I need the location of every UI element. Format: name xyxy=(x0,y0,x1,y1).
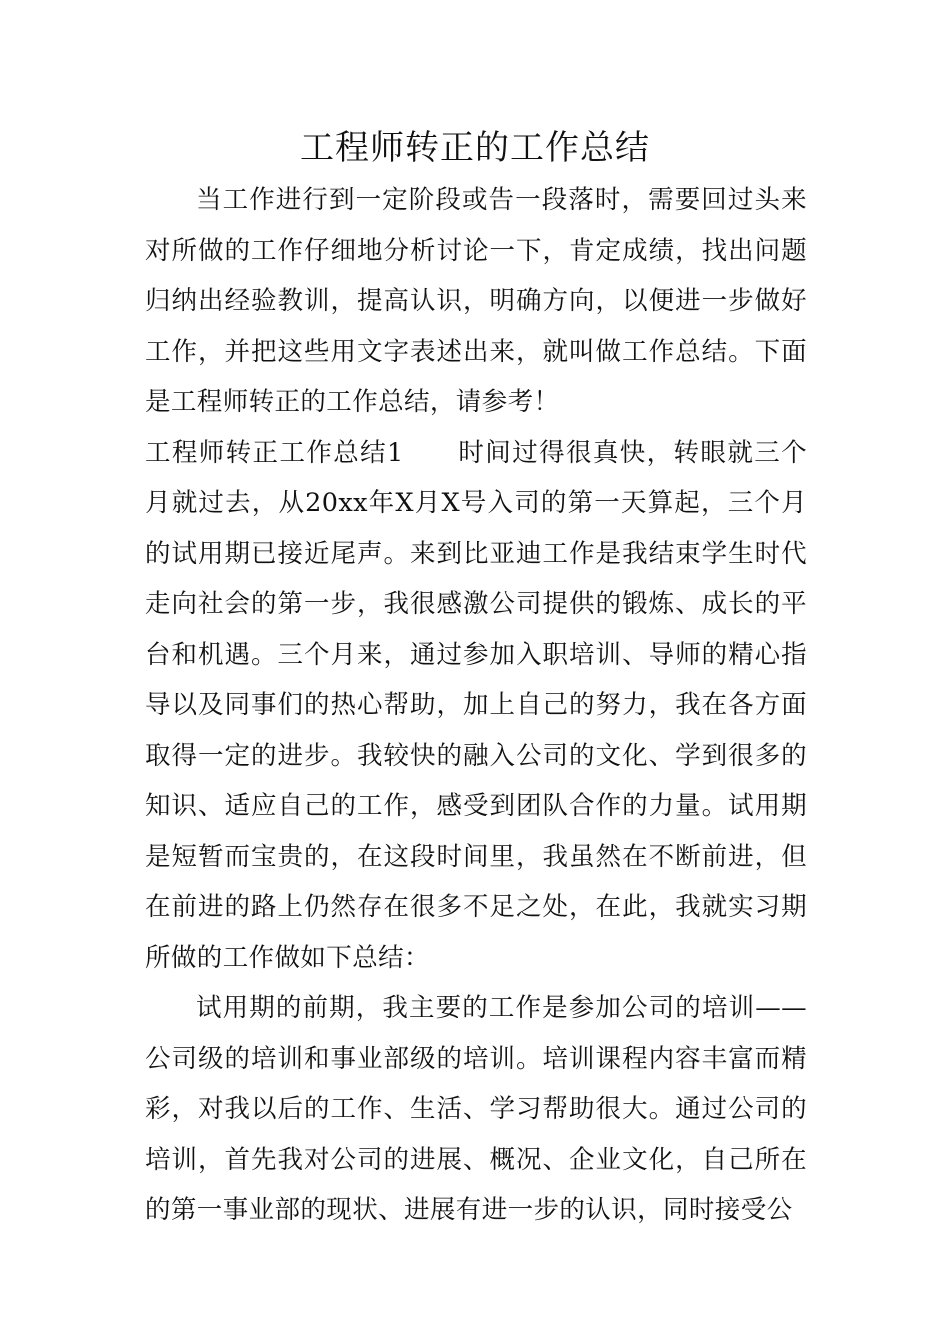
paragraph-2: 试用期的前期，我主要的工作是参加公司的培训——公司级的培训和事业部级的培训。培训课程内容丰富而精彩，对我以后的工作、生活、学习帮助很大。通过公司的培训，首先我对公司的进展、概况、企业文化，自己所在的第一事业部的现状、进展有进一步的认识，同时接受公 xyxy=(145,993,807,1225)
section-heading: 工程师转正工作总结1 xyxy=(145,437,404,468)
document-body xyxy=(145,175,807,1236)
intro-paragraph: 当工作进行到一定阶段或告一段落时，需要回过头来对所做的工作仔细地分析讨论一下，肯定成绩，找出问题归纳出经验教训，提高认识，明确方向，以便进一步做好工作，并把这些用文字表述出来，就叫做工作总结。下面是工程师转正的工作总结，请参考！ xyxy=(145,185,807,417)
section-text: 时间过得很真快，转眼就三个月就过去，从20xx年X月X号入司的第一天算起，三个月的试用期已接近尾声。来到比亚迪工作是我结束学生时代走向社会的第一步，我很感激公司提供的锻炼、成长的平台和机遇。三个月来，通过参加入职培训、导师的精心指导以及同事们的热心帮助，加上自己的努力，我在各方面取得一定的进步。我较快的融入公司的文化、学到很多的知识、适应自己的工作，感受到团队合作的力量。试用期是短暂而宝贵的，在这段时间里，我虽然在不断前进，但在前进的路上仍然存在很多不足之处，在此，我就实习期所做的工作做如下总结： xyxy=(145,437,807,973)
section-1-paragraph xyxy=(145,428,807,984)
document-title: 工程师转正的工作总结 xyxy=(300,128,650,168)
section-spacer xyxy=(404,438,459,468)
